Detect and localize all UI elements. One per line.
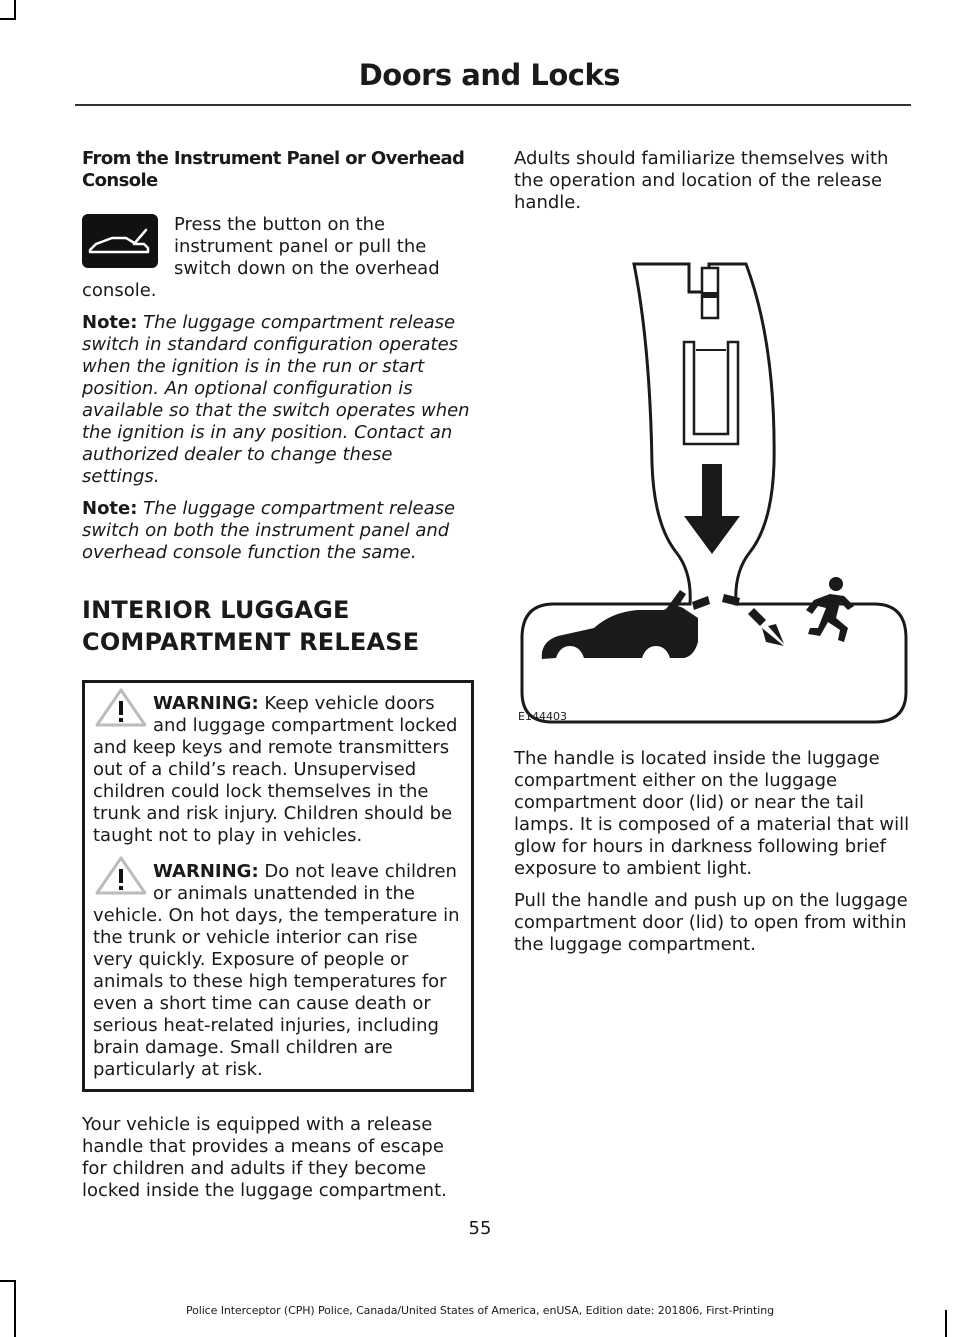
note-label: Note:	[82, 312, 138, 333]
right-column	[514, 148, 914, 956]
crop-mark	[14, 0, 16, 18]
note-2	[82, 498, 474, 564]
crop-mark	[0, 1280, 16, 1282]
subheading: From the Instrument Panel or Overhead Console	[82, 148, 465, 191]
warning-label: WARNING:	[153, 693, 259, 714]
section-title-line: COMPARTMENT RELEASE	[82, 628, 420, 656]
note-text: The luggage compartment release switch in standard configuration operates when the ignition is in the run or start position. An optional configuration is available so that the switch operates when the ignition is in any position. Contact an authorized dealer to change these settings.	[82, 312, 470, 487]
note-text: The luggage compartment release switch on both the instrument panel and overhead console function the same.	[82, 498, 456, 563]
section-title	[82, 594, 474, 658]
note-label: Note:	[82, 498, 138, 519]
page-number: 55	[468, 1218, 492, 1239]
trunk-release-icon	[82, 214, 158, 268]
figure-id: E144403	[518, 710, 567, 723]
warning-text: Do not leave children or animals unattended in the vehicle. On hot days, the temperature in the trunk or vehicle interior can rise very quickly. Exposure of people or animals to these high temperatures for even a short time can cause death or serious heat-related injuries, including brain damage. Small children are particularly at risk.	[93, 861, 460, 1080]
warning-2	[93, 861, 463, 1081]
footer-edition: Police Interceptor (CPH) Police, Canada/United States of America, enUSA, Edition date: 201806, First-Printing	[186, 1304, 774, 1317]
intro-paragraph: Adults should familiarize themselves with the operation and location of the release handle.	[514, 148, 889, 213]
warning-1	[93, 693, 463, 847]
page-header-title: Doors and Locks	[358, 58, 620, 92]
release-handle-illustration	[514, 224, 914, 744]
crop-mark	[0, 18, 16, 20]
trunk-release-instruction	[82, 214, 474, 302]
warning-text: Keep vehicle doors and luggage compartment locked and keep keys and remote transmitters out of a child’s reach. Unsupervised children could lock themselves in the trunk and risk injury. Children should be taught not to play in vehicles.	[93, 693, 458, 846]
release-handle-paragraph: Your vehicle is equipped with a release handle that provides a means of escape for children and adults if they become locked inside the luggage compartment.	[82, 1114, 447, 1201]
left-column	[82, 148, 474, 1202]
handle-location-paragraph: The handle is located inside the luggage compartment either on the luggage compartment door (lid) or near the tail lamps. It is composed of a material that will glow for hours in darkness following brief exposure to ambient light.	[514, 748, 910, 879]
warning-triangle-icon	[93, 687, 149, 729]
release-handle-figure	[514, 224, 914, 744]
section-title-line: INTERIOR LUGGAGE	[82, 596, 350, 624]
header-rule	[75, 104, 911, 106]
press-button-text: Press the button on the instrument panel or pull the switch down on the overhead console.	[82, 214, 440, 301]
warning-label: WARNING:	[153, 861, 259, 882]
warning-box	[82, 680, 474, 1092]
warning-triangle-icon	[93, 855, 149, 897]
note-1	[82, 312, 474, 488]
open-instructions-paragraph: Pull the handle and push up on the luggage compartment door (lid) to open from within the luggage compartment.	[514, 890, 908, 955]
